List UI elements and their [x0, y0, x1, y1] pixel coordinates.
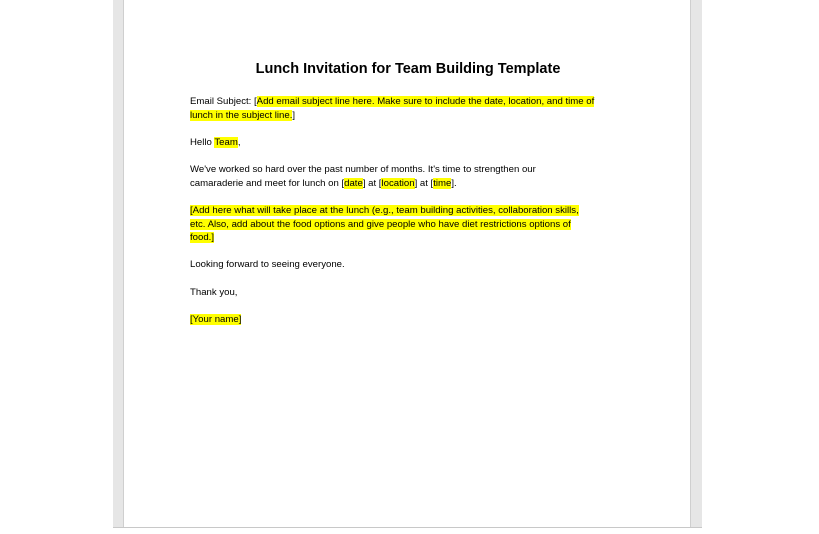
subject-placeholder-line-2: lunch in the subject line. — [190, 109, 293, 121]
email-subject-label: Email Subject: — [190, 96, 254, 107]
activities-line-3-text: food.] — [190, 232, 215, 243]
closing-line: Looking forward to seeing everyone. — [190, 259, 345, 270]
date-placeholder: date — [344, 177, 363, 189]
document-canvas[interactable] — [113, 0, 702, 528]
signature-placeholder: [Your name] — [190, 314, 242, 325]
date-location-separator: ] at [ — [362, 177, 382, 189]
activities-paragraph — [190, 204, 630, 245]
body-paragraph — [190, 163, 630, 190]
date-open-bracket: [ — [341, 177, 345, 189]
activities-line-1 — [190, 204, 630, 218]
greeting-paragraph — [190, 136, 630, 150]
subject-close-bracket: ] — [292, 109, 296, 121]
body-line-2 — [190, 177, 630, 191]
activities-line-3 — [190, 231, 630, 245]
time-close-bracket: ]. — [451, 177, 457, 189]
activities-line-1-text: [Add here what will take place at the lunch (e.g., team building activities, collaboration skills, — [190, 205, 579, 216]
location-time-separator: ] at [ — [414, 177, 434, 189]
document-title: Lunch Invitation for Team Building Template — [255, 61, 561, 77]
email-subject-line-1 — [190, 95, 630, 109]
time-placeholder: time — [433, 177, 452, 189]
signature-paragraph — [190, 313, 630, 327]
document-page[interactable] — [123, 0, 691, 527]
location-placeholder: location — [381, 177, 415, 189]
email-subject-line-2 — [190, 109, 630, 123]
body-line-2-prefix: camaraderie and meet for lunch on — [190, 177, 342, 189]
body-line-1: We've worked so hard over the past number of months. It's time to strengthen our — [190, 164, 536, 175]
greeting-prefix: Hello — [190, 137, 215, 148]
activities-line-2-text: etc. Also, add about the food options and give people who have diet restrictions options of — [190, 218, 571, 230]
email-subject-paragraph — [190, 95, 630, 122]
greeting-suffix: , — [237, 137, 241, 148]
sign-off: Thank you, — [190, 287, 238, 298]
subject-open-bracket: [ — [254, 96, 257, 107]
subject-placeholder-line-1: Add email subject line here. Make sure to include the date, location, and time of — [256, 96, 595, 107]
greeting-name: Team — [214, 137, 238, 148]
activities-line-2 — [190, 218, 630, 232]
